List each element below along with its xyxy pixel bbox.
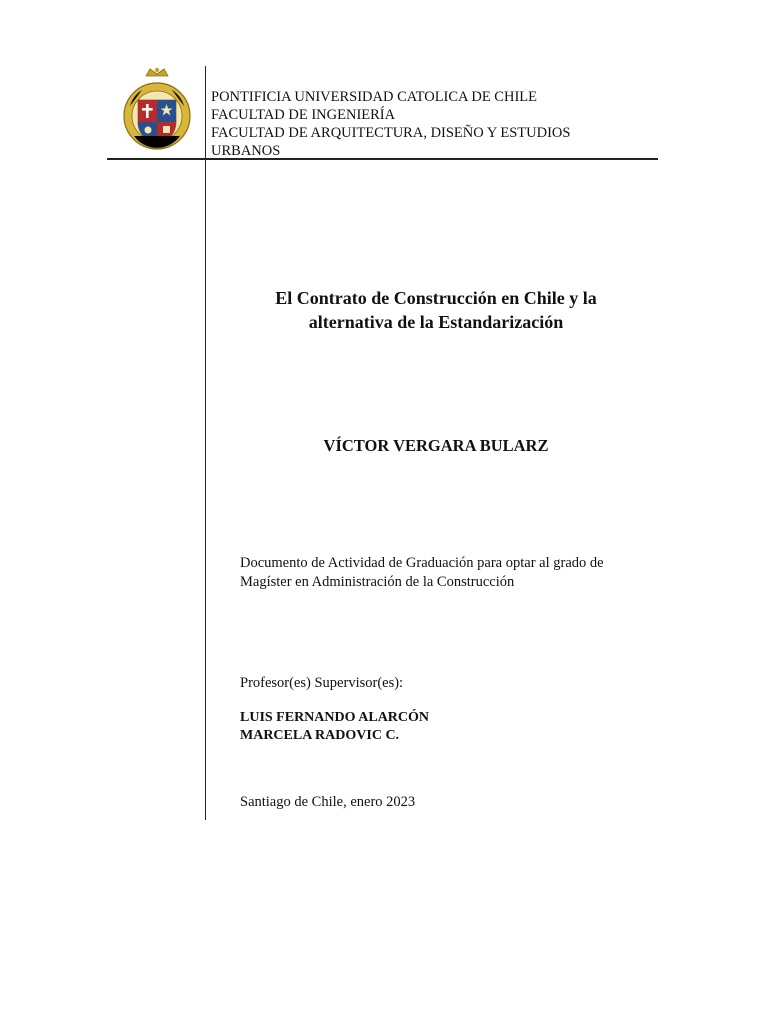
title-line2: alternativa de la Estandarización xyxy=(308,312,564,332)
university-name: PONTIFICIA UNIVERSIDAD CATOLICA DE CHILE xyxy=(211,89,537,105)
supervisor-name: LUIS FERNANDO ALARCÓN xyxy=(240,710,430,725)
faculty-architecture-line1: FACULTAD DE ARQUITECTURA, DISEÑO Y ESTUDIOS xyxy=(211,125,571,141)
place-date: Santiago de Chile, enero 2023 xyxy=(240,794,416,810)
document-title xyxy=(206,286,666,334)
supervisor-name: MARCELA RADOVIC C. xyxy=(240,728,400,743)
faculty-engineering: FACULTAD DE INGENIERÍA xyxy=(211,107,396,123)
institution-header xyxy=(211,88,651,160)
supervisors-label: Profesor(es) Supervisor(es): xyxy=(240,675,404,691)
university-seal-icon xyxy=(122,66,192,158)
title-line1: El Contrato de Construcción en Chile y la xyxy=(275,288,597,308)
degree-line1: Documento de Actividad de Graduación para optar al grado de xyxy=(240,555,604,571)
faculty-architecture-line2: URBANOS xyxy=(211,143,281,159)
degree-statement xyxy=(240,554,640,592)
supervisors-list xyxy=(240,709,429,745)
author-name: VÍCTOR VERGARA BULARZ xyxy=(323,436,549,455)
degree-line2: Magíster en Administración de la Construcción xyxy=(240,574,515,590)
